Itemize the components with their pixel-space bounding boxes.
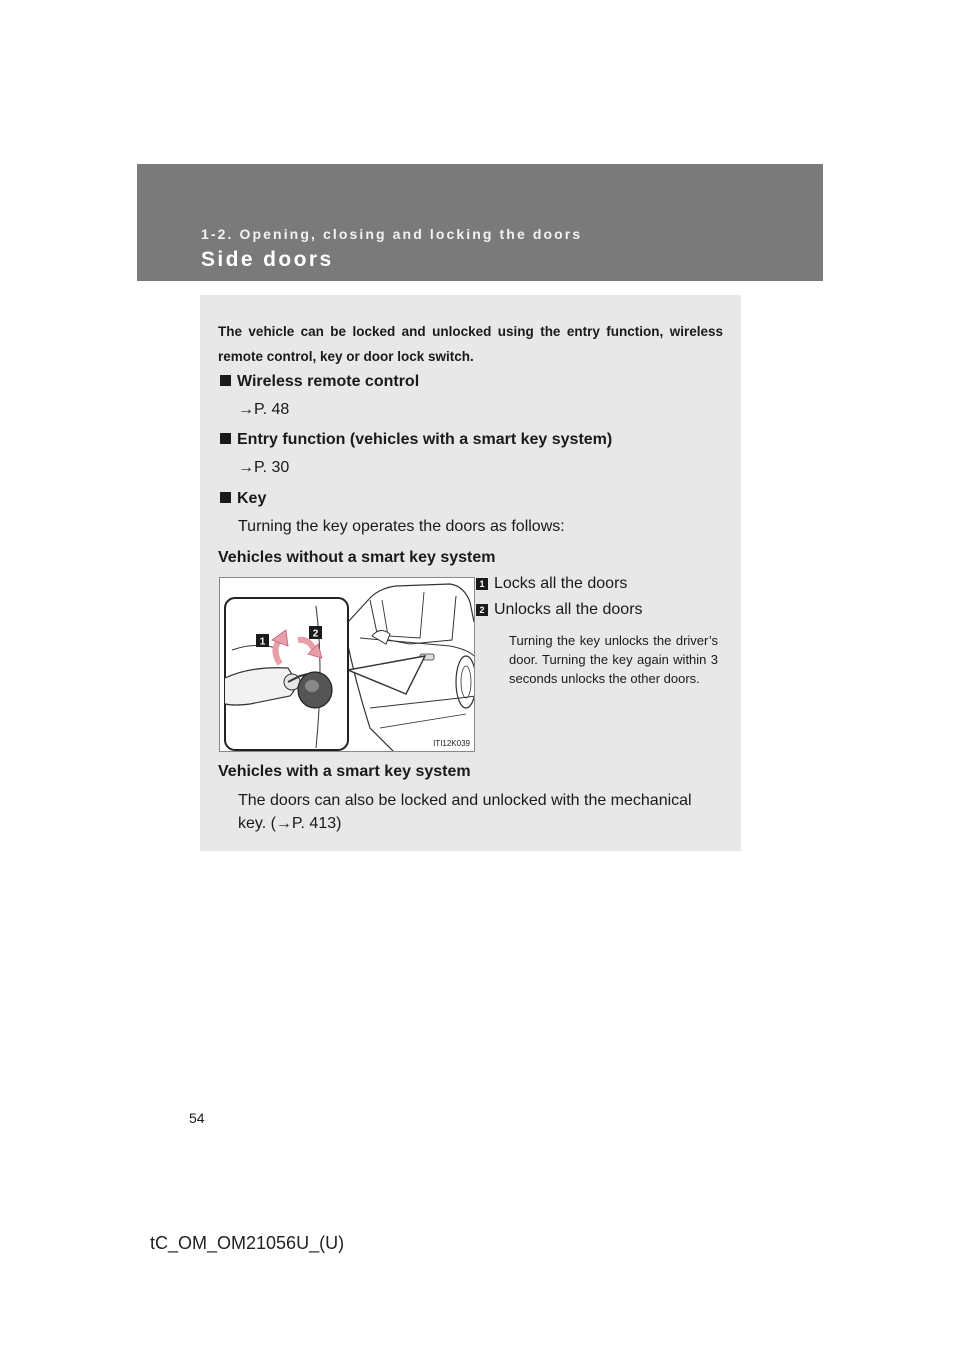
mechanical-key-text: The doors can also be locked and unlocked with the mechanical key. (→P. 413) [238,792,692,832]
callout-1-label: 1 [259,636,266,648]
square-bullet-icon [220,433,231,444]
section-header [137,164,823,281]
step-unlock [476,601,643,619]
page-title: Side doors [201,248,334,271]
heading-wireless-remote: Wireless remote control [220,373,419,391]
square-bullet-icon [220,375,231,386]
callout-2-label: 2 [312,628,319,640]
heading-without-smart-key: Vehicles without a smart key system [218,549,496,566]
figure-code: ITI12K039 [433,739,470,748]
step-label: Unlocks all the doors [494,601,643,618]
square-bullet-icon [220,492,231,503]
footer-code: tC_OM_OM21056U_(U) [150,1233,345,1253]
heading-key: Key [220,490,266,508]
content-panel [200,295,741,851]
key-lock-illustration [219,577,475,752]
step-lock [476,575,627,593]
page-number: 54 [189,1110,205,1126]
car-door-key-drawing [220,578,475,752]
unlock-note: Turning the key unlocks the driver’s door. Turning the key again within 3 seconds unlocks the other doors. [509,633,718,686]
heading-entry-function: Entry function (vehicles with a smart key system) [220,431,612,449]
step-number-badge: 2 [476,604,488,616]
section-label: 1-2. Opening, closing and locking the doors [201,226,583,242]
ref-wireless-remote: →P. 48 [238,401,290,418]
step-label: Locks all the doors [494,575,628,592]
step-number-badge: 1 [476,578,488,590]
heading-with-smart-key: Vehicles with a smart key system [218,763,471,780]
ref-entry-function: →P. 30 [238,459,290,476]
key-description: Turning the key operates the doors as follows: [238,518,565,535]
intro-text: The vehicle can be locked and unlocked using the entry function, wireless remote control, key or door lock switch. [218,324,723,364]
